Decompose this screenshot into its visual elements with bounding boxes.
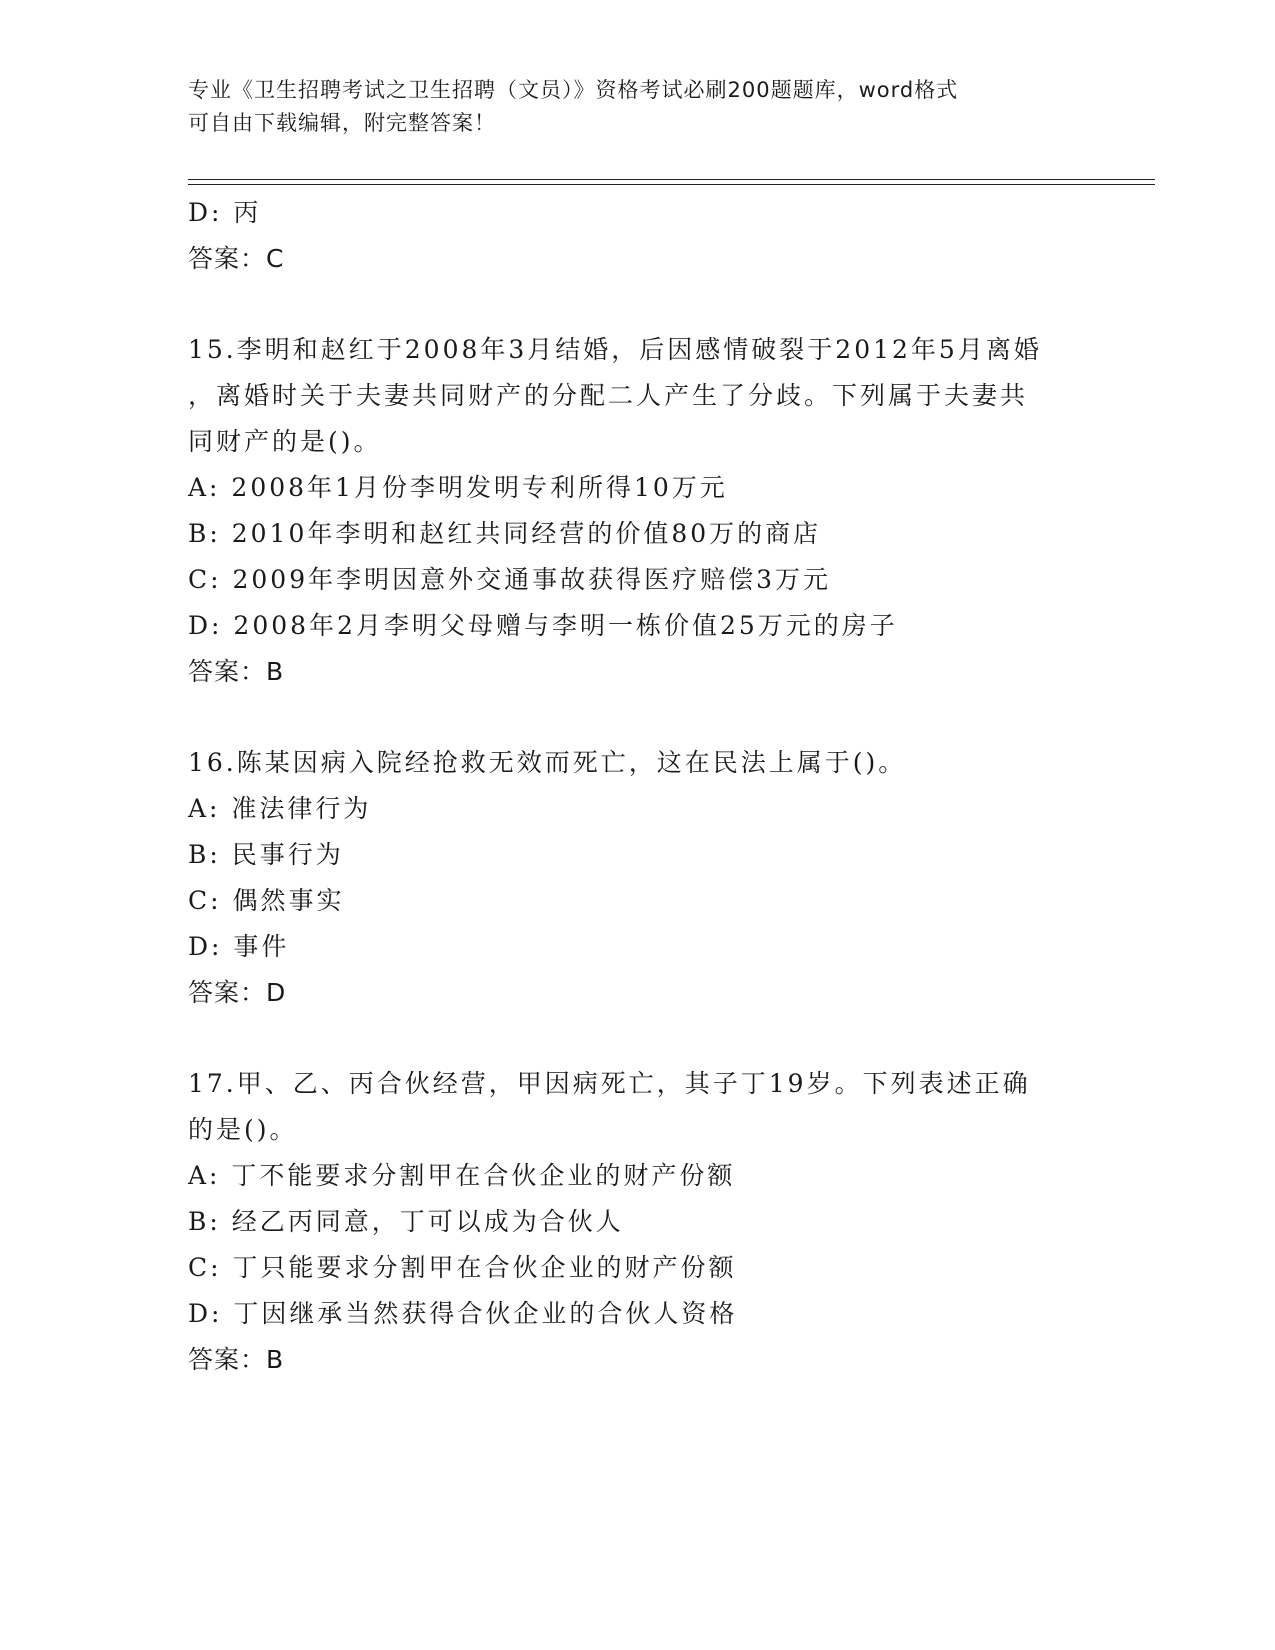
question-17 [188,1061,1078,1383]
spacer [188,282,1078,327]
question-17-option-b: B: 经乙丙同意，丁可以成为合伙人 [188,1207,624,1236]
question-15-answer: 答案：B [188,657,285,686]
question-15-option-d: D: 2008年2月李明父母赠与李明一栋价值25万元的房子 [188,611,898,640]
header-rule-top [188,179,1155,180]
spacer [188,1016,1078,1061]
question-15-option-a: A: 2008年1月份李明发明专利所得10万元 [188,473,728,502]
document-header [188,74,1068,140]
question-16-option-d: D: 事件 [188,932,290,961]
header-line-2: 可自由下载编辑，附完整答案！ [188,111,496,135]
question-17-option-c: C: 丁只能要求分割甲在合伙企业的财产份额 [188,1253,737,1282]
question-15 [188,327,1078,695]
question-17-option-d: D: 丁因继承当然获得合伙企业的合伙人资格 [188,1299,738,1328]
prev-option-d: D: 丙 [188,198,262,227]
spacer [188,695,1078,740]
question-16-line-1: 16.陈某因病入院经抢救无效而死亡，这在民法上属于()。 [188,748,907,777]
question-15-line-3: 同财产的是()。 [188,427,382,456]
question-15-line-2: ，离婚时关于夫妻共同财产的分配二人产生了分歧。下列属于夫妻共 [188,381,1029,410]
question-17-option-a: A: 丁不能要求分割甲在合伙企业的财产份额 [188,1161,736,1190]
question-17-line-1: 17.甲、乙、丙合伙经营，甲因病死亡，其子丁19岁。下列表述正确 [188,1069,1031,1098]
question-15-line-1: 15.李明和赵红于2008年3月结婚，后因感情破裂于2012年5月离婚 [188,335,1042,364]
question-16-answer: 答案：D [188,978,287,1007]
question-15-option-b: B: 2010年李明和赵红共同经营的价值80万的商店 [188,519,822,548]
question-16-option-c: C: 偶然事实 [188,886,345,915]
prev-answer: 答案：C [188,244,285,273]
question-16-option-a: A: 准法律行为 [188,794,372,823]
question-16 [188,740,1078,1016]
header-line-1: 专业《卫生招聘考试之卫生招聘（文员）》资格考试必刷200题题库，word格式 [188,78,959,102]
question-16-option-b: B: 民事行为 [188,840,344,869]
question-17-answer: 答案：B [188,1345,285,1374]
header-rule-bottom [188,184,1155,185]
question-17-line-2: 的是()。 [188,1115,298,1144]
question-15-option-c: C: 2009年李明因意外交通事故获得医疗赔偿3万元 [188,565,832,594]
question-content [188,190,1078,1383]
